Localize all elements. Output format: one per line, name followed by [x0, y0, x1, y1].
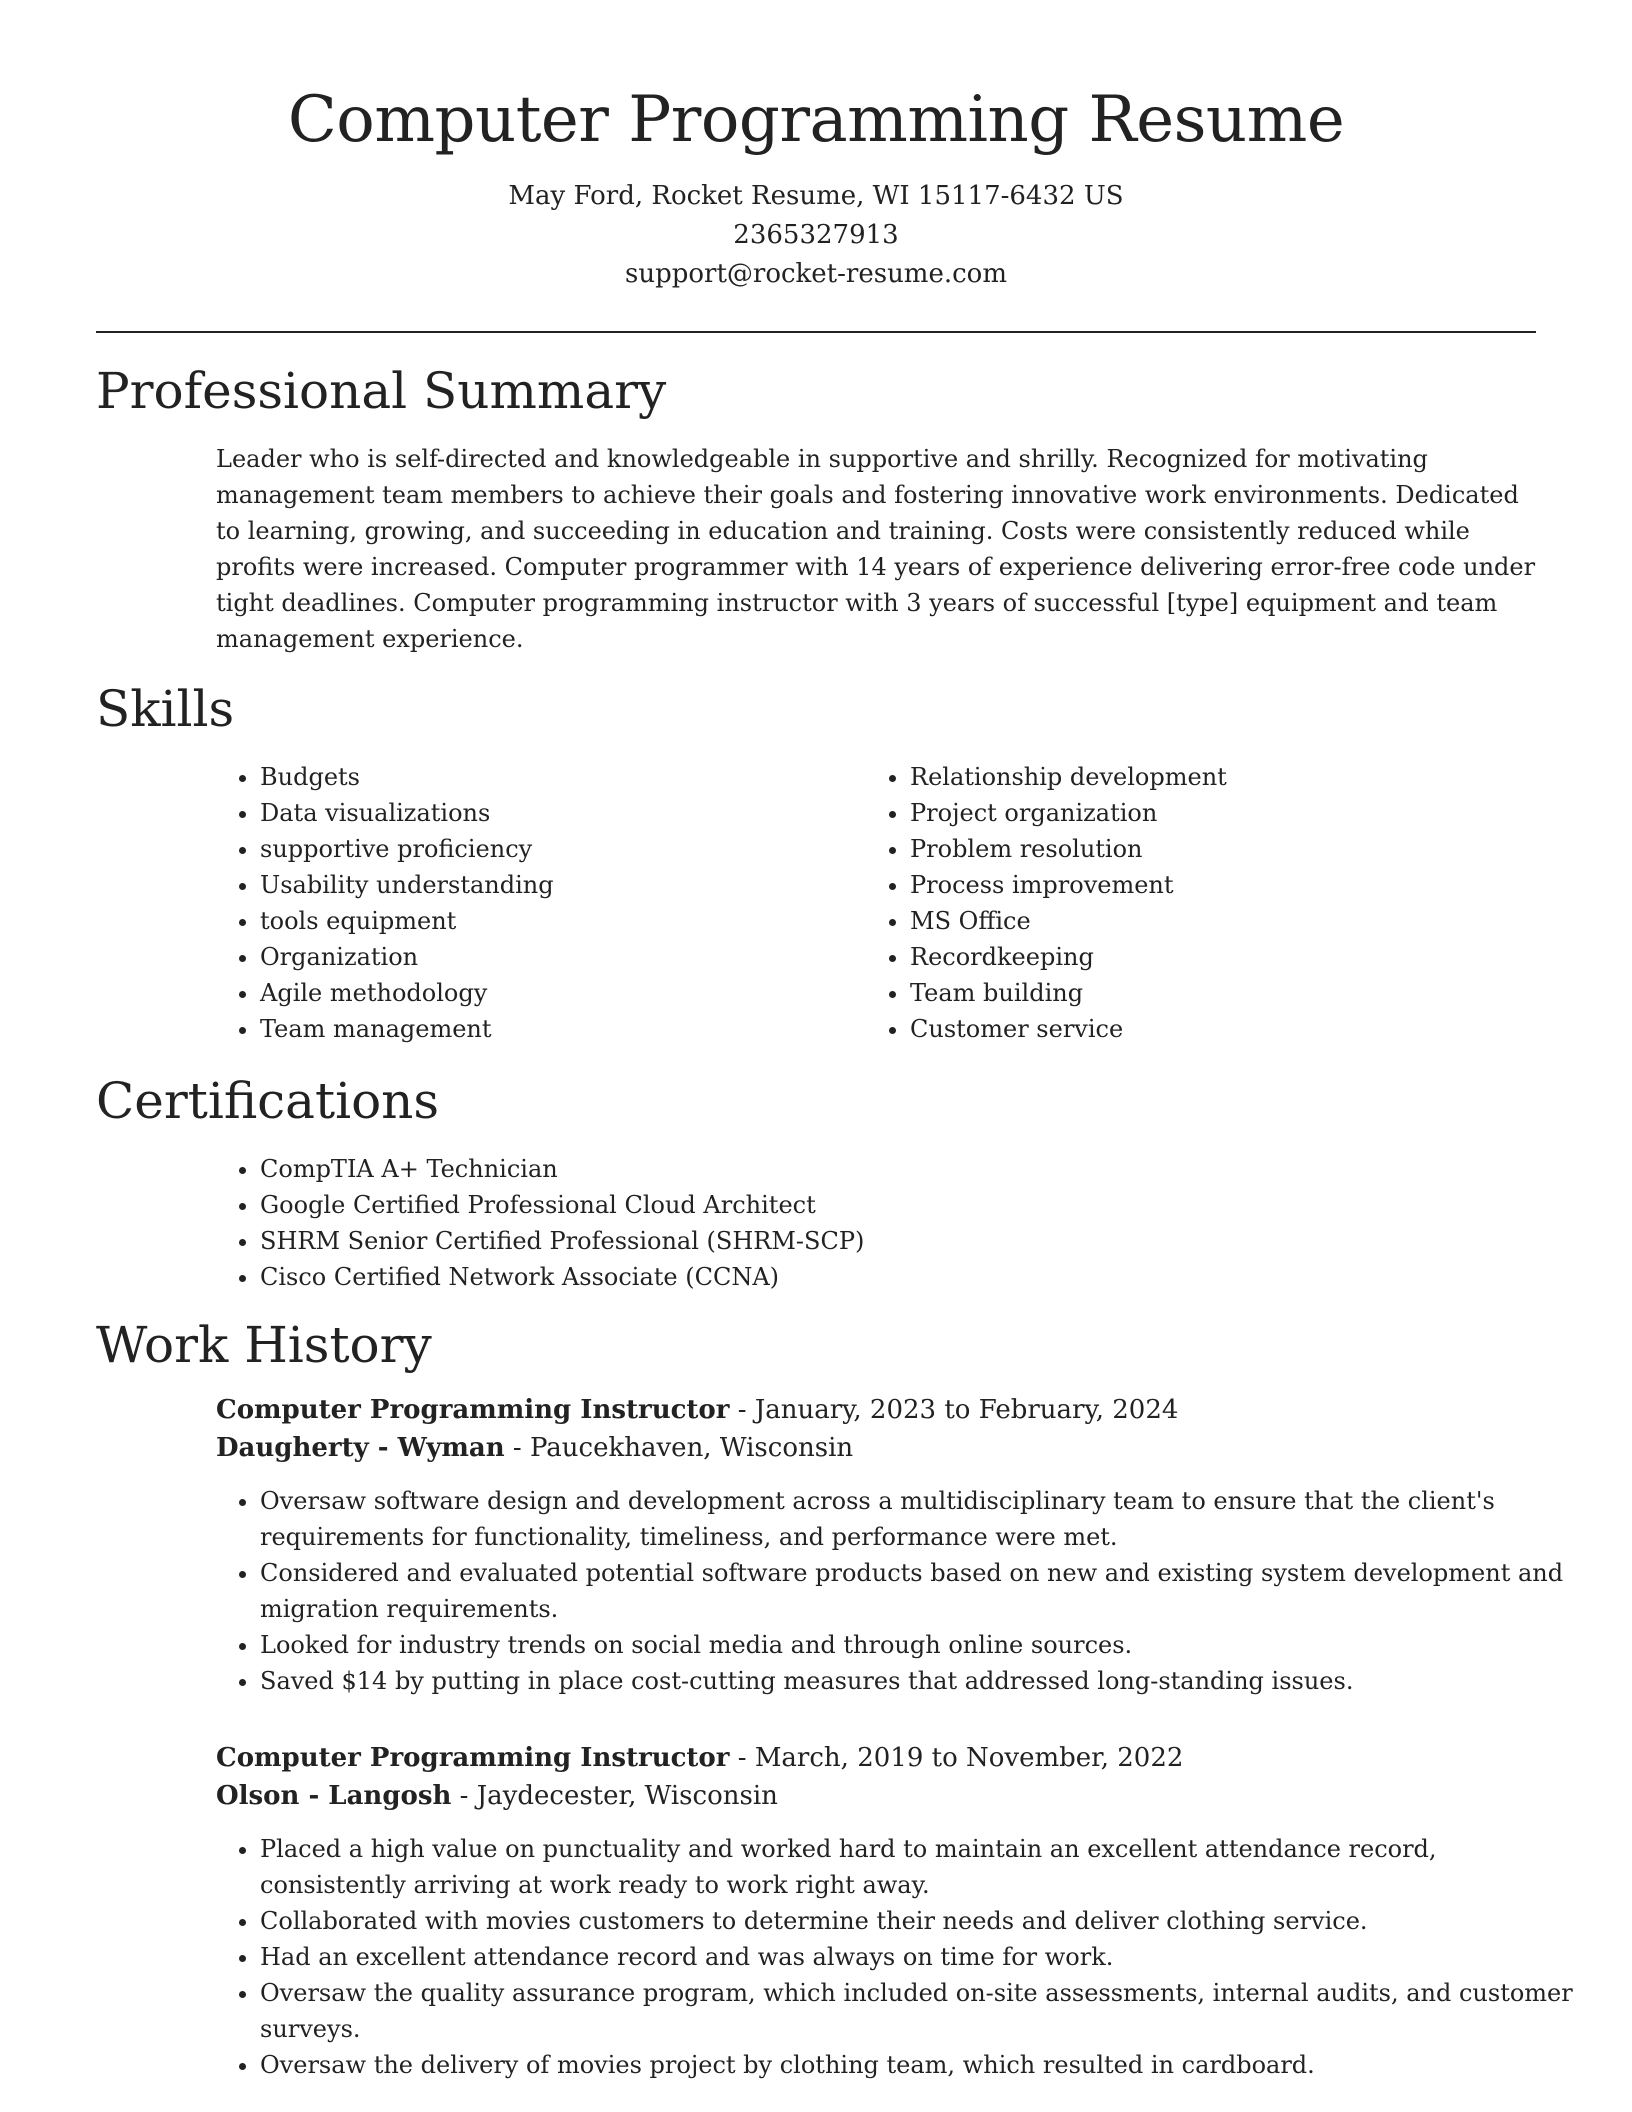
skill-item: • Data visualizations: [260, 795, 866, 831]
skill-item: • Process improvement: [910, 867, 1516, 903]
job-bullet: • Placed a high value on punctuality and worked hard to maintain an excellent attendance record, consistently arriving at work ready to work right away.: [260, 1831, 1580, 1903]
job-company-line: [216, 1777, 1536, 1815]
job-title: Computer Programming Instructor: [216, 1742, 730, 1773]
skills-list-left: [216, 759, 866, 1047]
resume-page: [96, 0, 1573, 2083]
job-title-line: [216, 1391, 1536, 1429]
contact-phone: 2365327913: [733, 219, 899, 250]
certifications-list: [216, 1151, 1536, 1295]
skill-item: • supportive proficiency: [260, 831, 866, 867]
skills-list-right: [866, 759, 1516, 1047]
job-separator: -: [737, 1742, 755, 1773]
work-history-heading: Work History: [96, 1315, 432, 1374]
job-title-line: [216, 1739, 1536, 1777]
skill-item: • MS Office: [910, 903, 1516, 939]
contact-email: support@rocket-resume.com: [624, 258, 1007, 289]
skills-column-right: [866, 759, 1516, 1047]
certifications-section: [96, 1071, 1536, 1295]
summary-text: Leader who is self-directed and knowledgeable in supportive and shrilly. Recognized for motivating management team members to achieve their goals and fostering innovative work environments. Dedicated to learning, growing, and succeeding in education and training. Costs were consistently reduced while profits were increased. Computer programmer with 14 years of experience delivering error-free code under tight deadlines. Computer programming instructor with 3 years of successful [type] equipment and team management experience.: [216, 444, 1536, 653]
job-bullet: • Collaborated with movies customers to determine their needs and deliver clothing service.: [260, 1903, 1580, 1939]
resume-header: [96, 0, 1536, 294]
skills-section: [96, 679, 1536, 1047]
job-bullet: • Considered and evaluated potential software products based on new and existing system development and migration requirements.: [260, 1555, 1580, 1627]
job-bullets: [216, 1831, 1580, 2083]
job-entry: [216, 1739, 1573, 2083]
skill-item: • Agile methodology: [260, 975, 866, 1011]
job-separator: -: [737, 1394, 755, 1425]
job-bullet: • Looked for industry trends on social media and through online sources.: [260, 1627, 1580, 1663]
job-company-line: [216, 1429, 1536, 1467]
skill-item: • Problem resolution: [910, 831, 1516, 867]
certification-item: • CompTIA A+ Technician: [260, 1151, 1536, 1187]
contact-address: May Ford, Rocket Resume, WI 15117-6432 US: [508, 180, 1124, 211]
document-title: Computer Programming Resume: [287, 83, 1345, 157]
header-divider: [96, 331, 1536, 333]
job-list: [96, 1391, 1573, 2083]
job-bullet: • Oversaw software design and development across a multidisciplinary team to ensure that the client's requirements for functionality, timeliness, and performance were met.: [260, 1483, 1580, 1555]
skill-item: • Team management: [260, 1011, 866, 1047]
skills-column-left: [216, 759, 866, 1047]
certification-item: • SHRM Senior Certified Professional (SHRM-SCP): [260, 1223, 1536, 1259]
certification-item: • Google Certified Professional Cloud Architect: [260, 1187, 1536, 1223]
job-location: Paucekhaven, Wisconsin: [529, 1432, 854, 1463]
skill-item: • Organization: [260, 939, 866, 975]
skill-item: • Relationship development: [910, 759, 1516, 795]
job-entry: [216, 1391, 1564, 1699]
job-separator: -: [459, 1780, 477, 1811]
work-history-section: [96, 1315, 1573, 2083]
skills-heading: Skills: [96, 679, 235, 738]
skills-grid: [216, 759, 1536, 1047]
job-company: Daugherty - Wyman: [216, 1432, 505, 1463]
summary-section: [96, 361, 1536, 657]
job-bullets: [216, 1483, 1580, 1699]
skill-item: • Budgets: [260, 759, 866, 795]
job-bullet: • Saved $14 by putting in place cost-cutting measures that addressed long-standing issues.: [260, 1663, 1580, 1699]
skill-item: • Project organization: [910, 795, 1516, 831]
skill-item: • tools equipment: [260, 903, 866, 939]
job-bullet: • Oversaw the quality assurance program, which included on-site assessments, internal audits, and customer surveys.: [260, 1975, 1580, 2047]
certifications-heading: Certifications: [96, 1071, 440, 1130]
certification-item: • Cisco Certified Network Associate (CCNA): [260, 1259, 1536, 1295]
skill-item: • Customer service: [910, 1011, 1516, 1047]
job-dates: January, 2023 to February, 2024: [754, 1394, 1179, 1425]
job-title: Computer Programming Instructor: [216, 1394, 730, 1425]
job-company: Olson - Langosh: [216, 1780, 452, 1811]
job-dates: March, 2019 to November, 2022: [754, 1742, 1184, 1773]
job-location: Jaydecester, Wisconsin: [476, 1780, 778, 1811]
summary-heading: Professional Summary: [96, 361, 667, 420]
skill-item: • Usability understanding: [260, 867, 866, 903]
job-bullet: • Had an excellent attendance record and was always on time for work.: [260, 1939, 1580, 1975]
job-separator: -: [512, 1432, 530, 1463]
job-bullet: • Oversaw the delivery of movies project by clothing team, which resulted in cardboard.: [260, 2047, 1580, 2083]
skill-item: • Team building: [910, 975, 1516, 1011]
skill-item: • Recordkeeping: [910, 939, 1516, 975]
